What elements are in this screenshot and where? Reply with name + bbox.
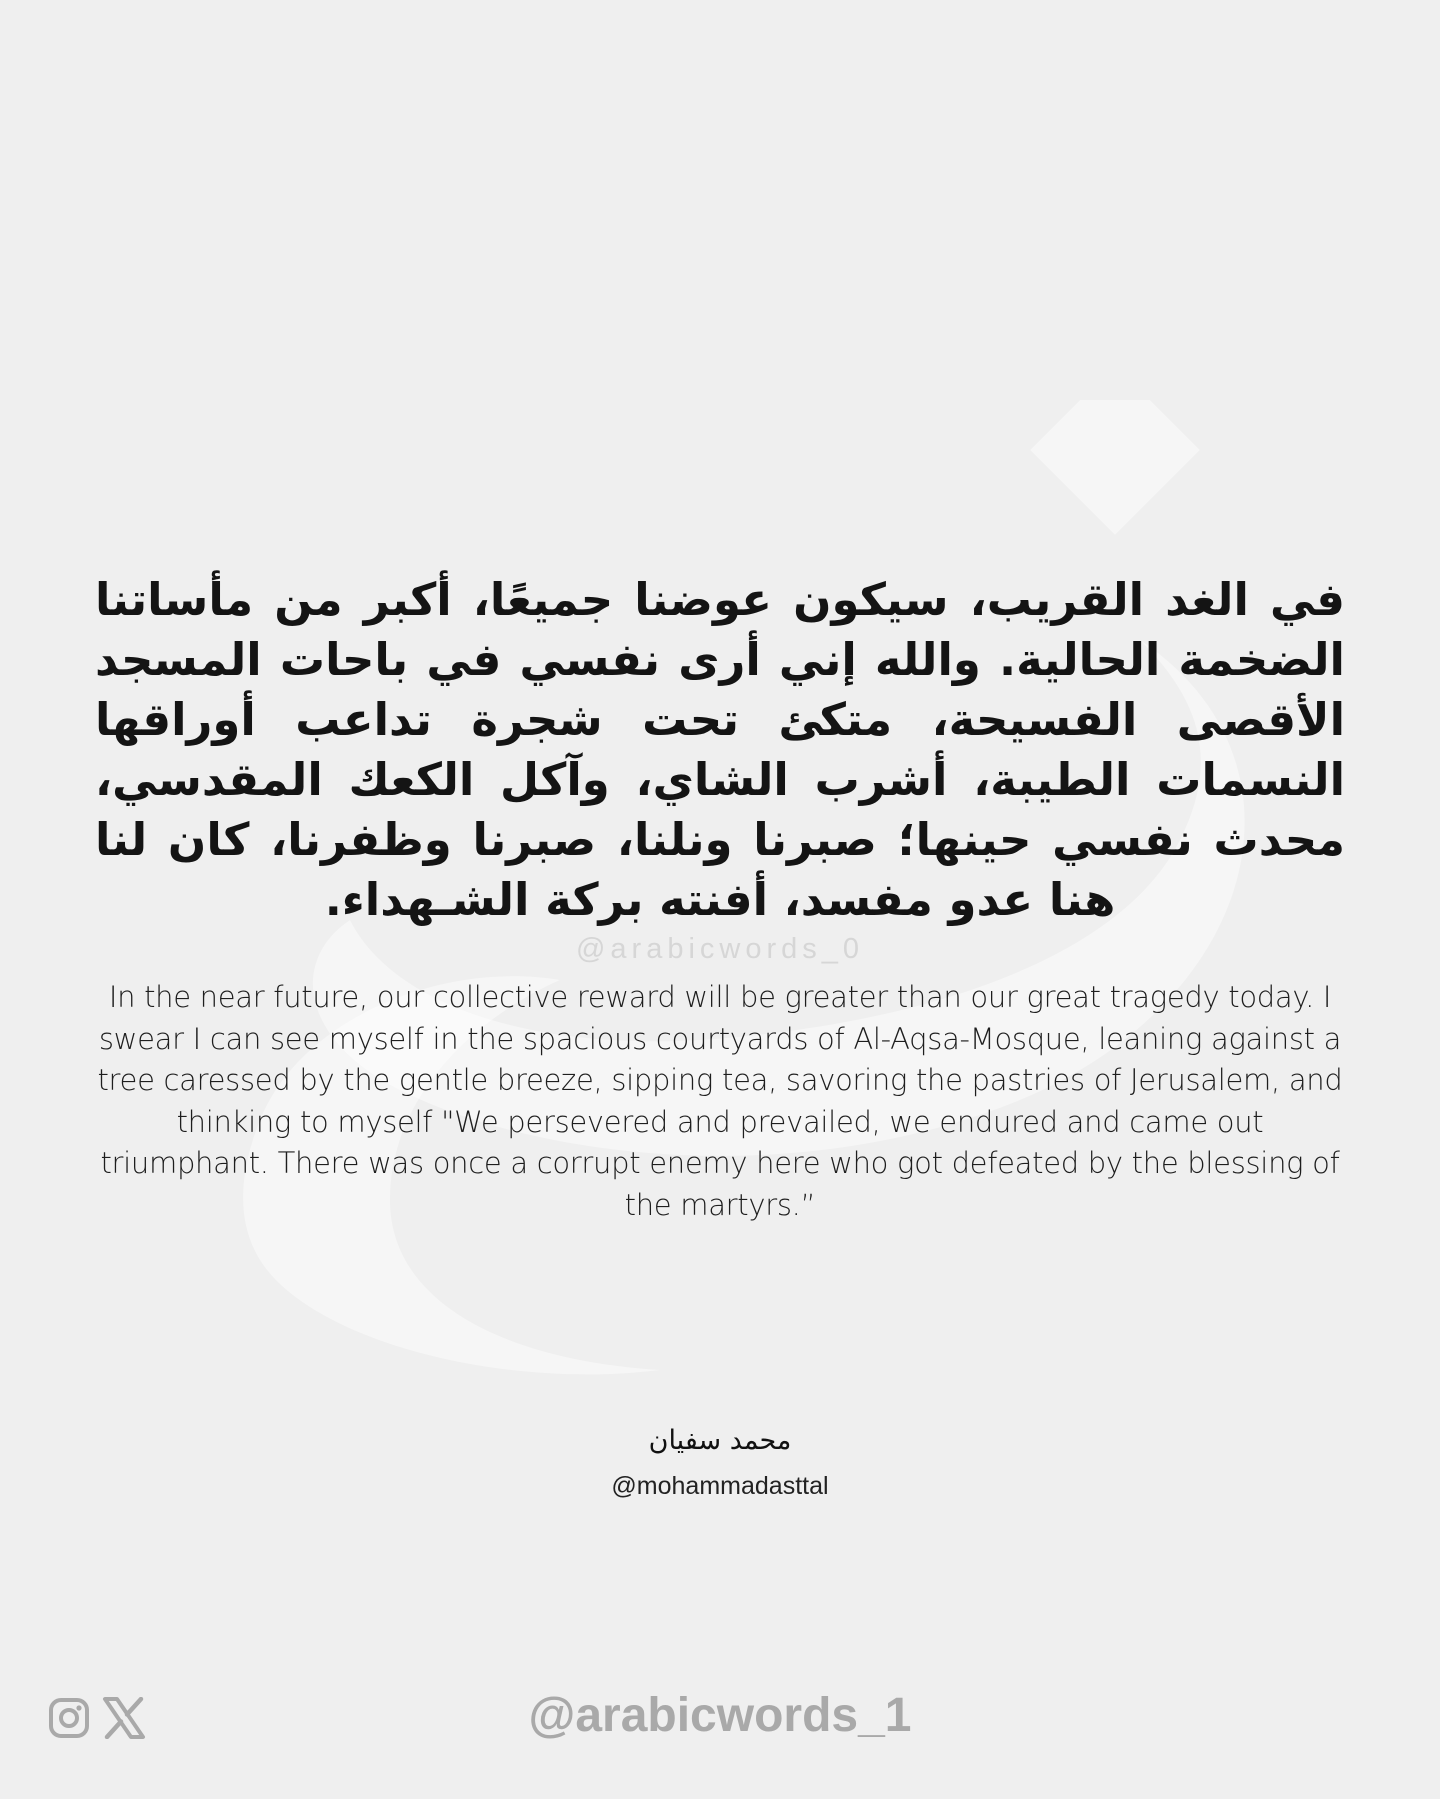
english-translation-text: In the near future, our collective reward will be greater than our great tragedy today. I swear I can see myself in the spacious courtyards of Al-Aqsa-Mosque, leaning against a tree caressed by the gentle breeze, sipping tea, savoring the pastries of Jerusalem, and thinking to myself "We persevered and prevailed, we endured and came out triumphant. There was once a corrupt enemy here who got defeated by the blessing of the martyrs.”: [97, 980, 1343, 1222]
watermark-handle: @arabicwords_0: [575, 933, 865, 965]
author-name: محمد سفيان: [648, 1425, 792, 1456]
author-handle: @mohammadasttal: [611, 1472, 829, 1500]
arabic-quote-text: في الغد القريب، سيكون عوضنا جميعًا، أكبر من مأساتنا الضخمة الحالية. والله إني أرى نفسي في باحات المسجد الأقصى الفسيحة، متكئ تحت شجرة تداعب أوراقها النسمات الطيبة، أشرب الشاي، وآكل الكعك المقدسي، محدث نفسي حينها؛ صبرنا ونلنا، صبرنا وظفرنا، كان لنا هنا عدو مفسد، أفنته بركة الشـهداء.: [95, 573, 1345, 926]
footer-handle: @arabicwords_1: [528, 1689, 912, 1742]
